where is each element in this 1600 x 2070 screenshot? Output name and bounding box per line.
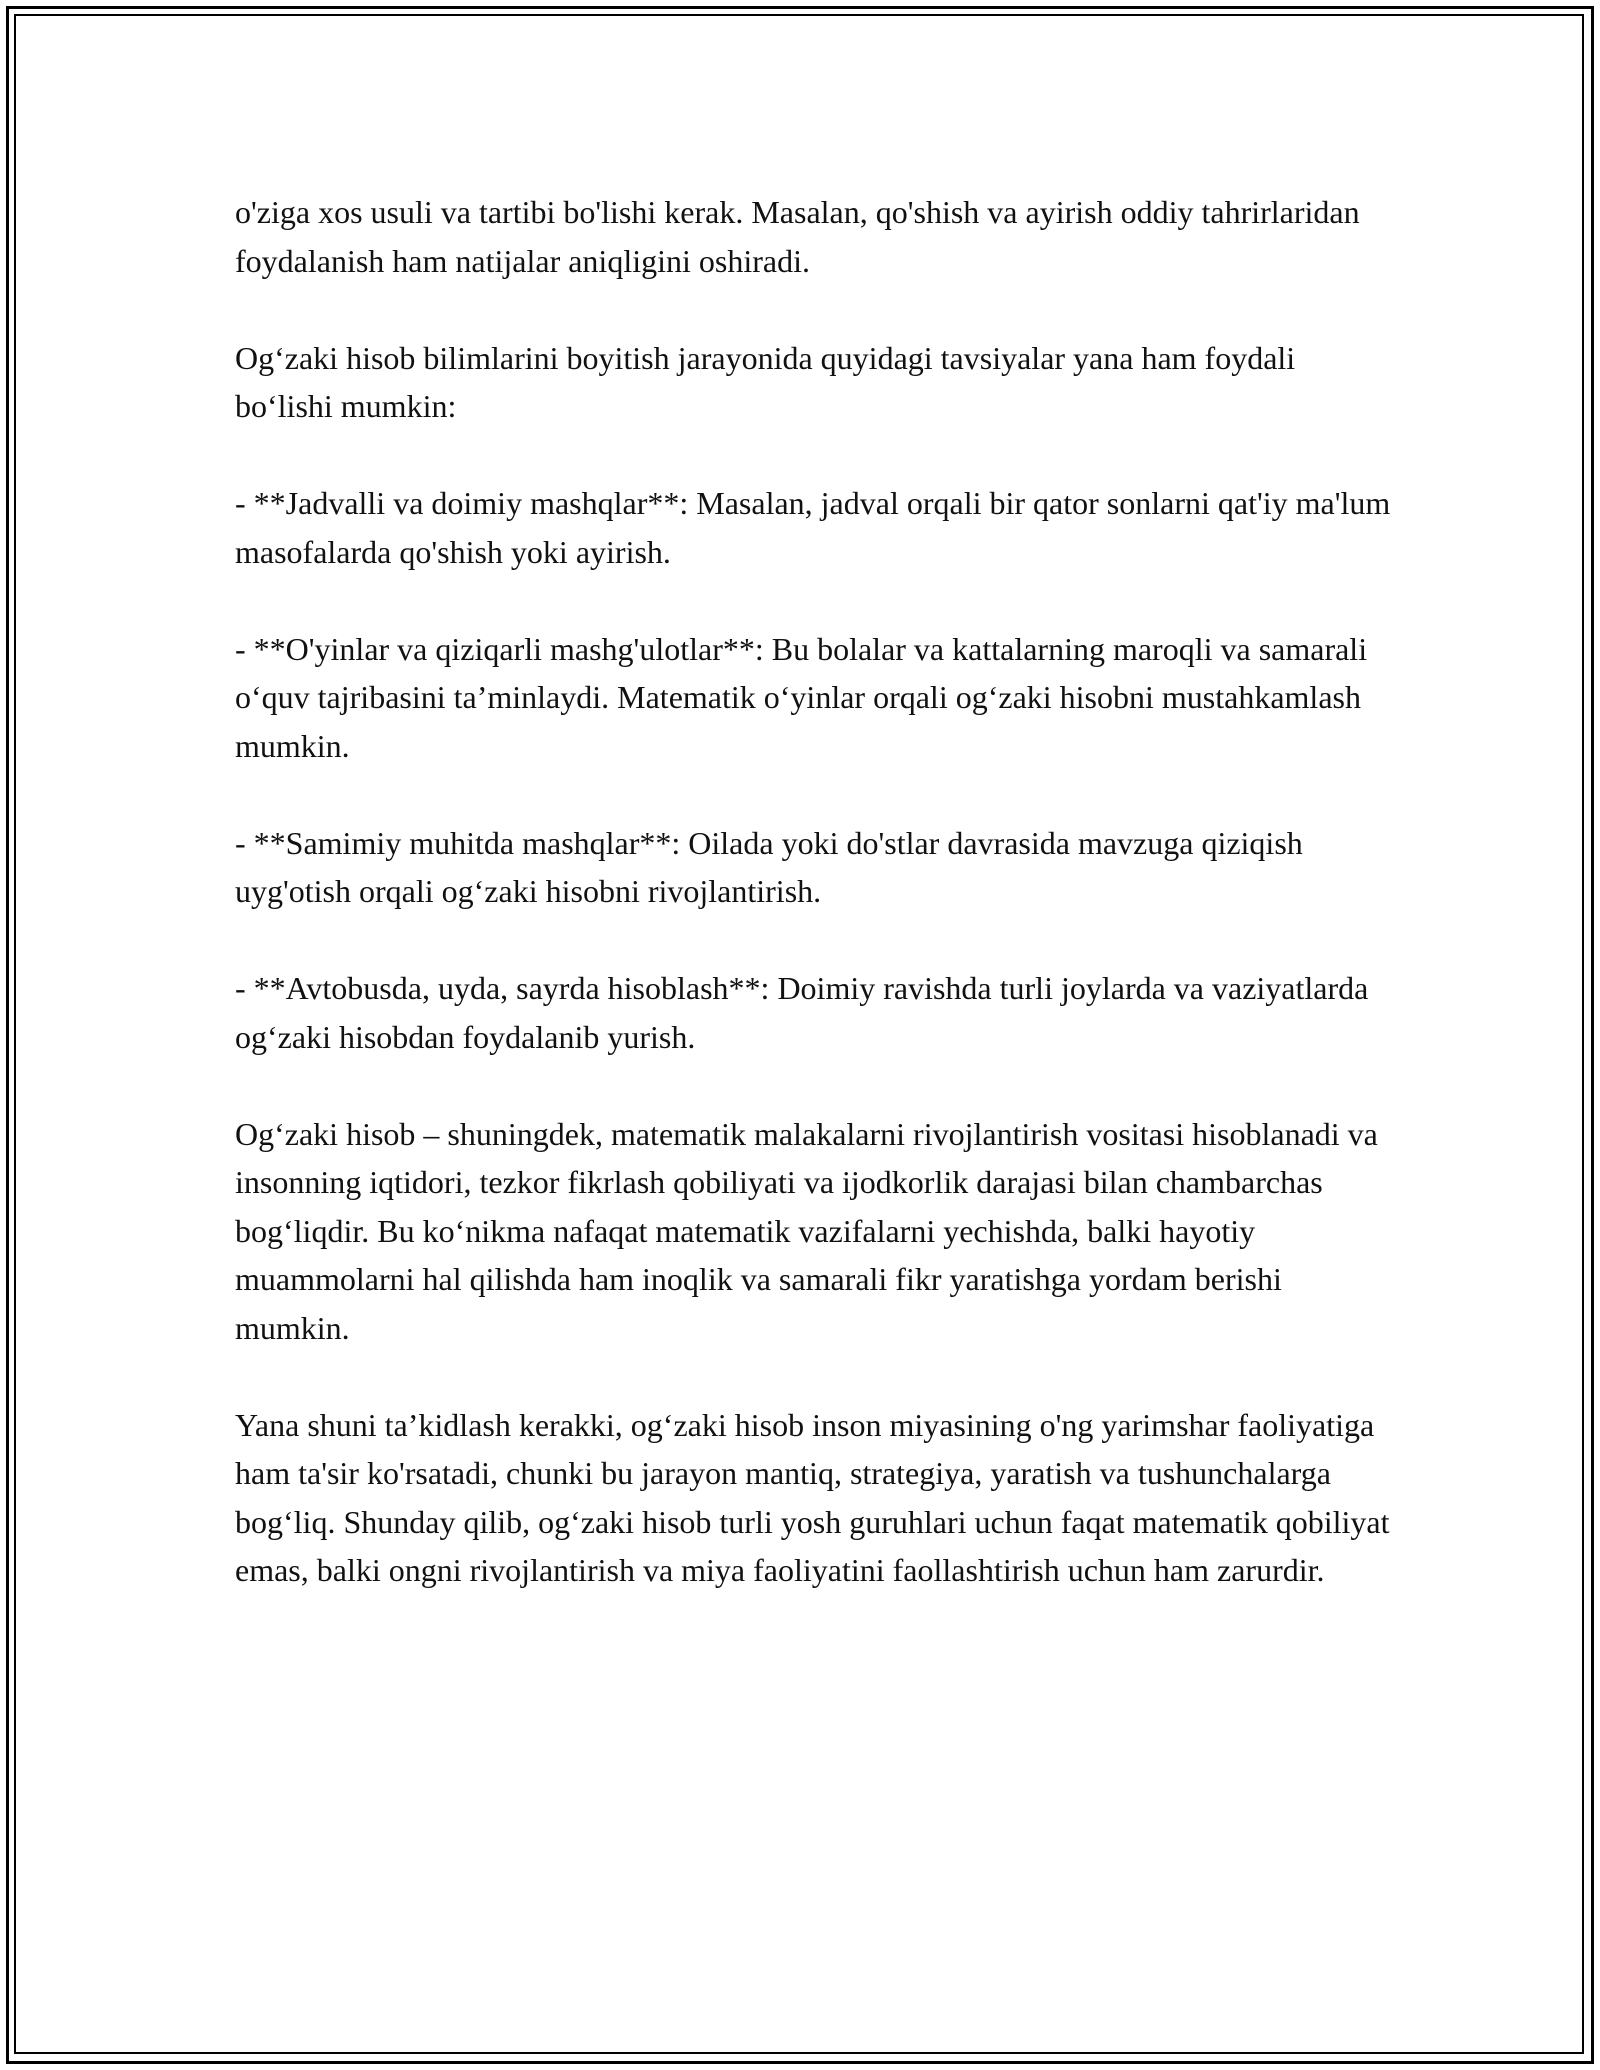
document-body <box>235 188 1395 1643</box>
paragraph-intro-continuation: o'ziga xos usuli va tartibi bo'lishi kerak. Masalan, qo'shish va ayirish oddiy tahrirlaridan foydalanish ham natijalar aniqligini oshiradi. <box>235 194 1360 279</box>
paragraph-mental-math-importance: Og‘zaki hisob – shuningdek, matematik malakalarni rivojlantirish vositasi hisoblanadi va insonning iqtidori, tezkor fikrlash qobiliyati va ijodkorlik darajasi bilan chambarchas bog‘liqdir. Bu ko‘nikma nafaqat matematik vazifalarni yechishda, balki hayotiy muammolarni hal qilishda ham inoqlik va samarali fikr yaratishga yordam berishi mumkin. <box>235 1115 1378 1346</box>
paragraph-brain-activity: Yana shuni ta’kidlash kerakki, og‘zaki hisob inson miyasining o'ng yarimshar faoliyatiga ham ta'sir ko'rsatadi, chunki bu jarayon mantiq, strategiya, yaratish va tushunchalarga bog‘liq. Shunday qilib, og‘zaki hisob turli yosh guruhlari uchun faqat matematik qobiliyat emas, balki ongni rivojlantirish va miya faoliyatini faollashtirish uchun ham zarurdir. <box>235 1406 1390 1588</box>
list-item-tables-exercises: - **Jadvalli va doimiy mashqlar**: Masalan, jadval orqali bir qator sonlarni qat'iy ma'lum masofalarda qo'shish yoki ayirish. <box>235 485 1391 570</box>
list-item-everyday-counting: - **Avtobusda, uyda, sayrda hisoblash**: Doimiy ravishda turli joylarda va vaziyatlarda og‘zaki hisobdan foydalanib yurish. <box>235 970 1369 1055</box>
list-item-games-activities: - **O'yinlar va qiziqarli mashg'ulotlar**: Bu bolalar va kattalarning maroqli va samarali o‘quv tajribasini ta’minlaydi. Matematik o‘yinlar orqali og‘zaki hisobni mustahkamlash mumkin. <box>235 630 1368 764</box>
paragraph-recommendations-intro: Og‘zaki hisob bilimlarini boyitish jarayonida quyidagi tavsiyalar yana ham foydali bo‘lishi mumkin: <box>235 339 1296 424</box>
list-item-friendly-environment: - **Samimiy muhitda mashqlar**: Oilada yoki do'stlar davrasida mavzuga qiziqish uyg'otish orqali og‘zaki hisobni rivojlantirish. <box>235 824 1303 909</box>
